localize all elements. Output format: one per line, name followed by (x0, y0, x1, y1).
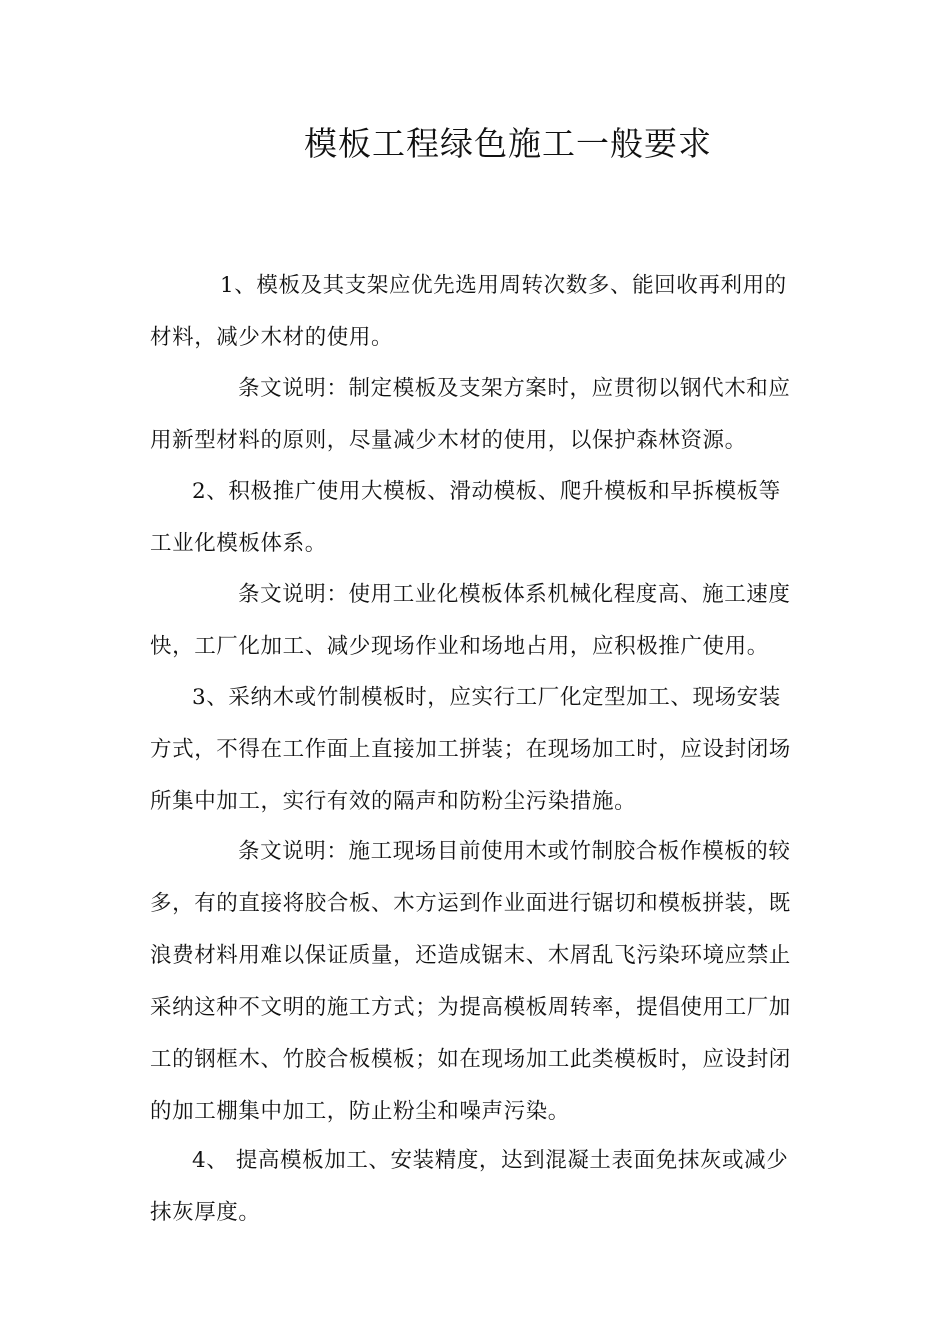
paragraph-item-3: 3、采纳木或竹制模板时，应实行工厂化定型加工、现场安装方式，不得在工作面上直接加工拼装；在现场加工时，应设封闭场所集中加工，实行有效的隔声和防粉尘污染措施。 (150, 684, 791, 814)
paragraph-item-4: 4、 提高模板加工、安装精度，达到混凝土表面免抹灰或减少抹灰厚度。 (150, 1147, 789, 1225)
document-title: 模板工程绿色施工一般要求 (304, 124, 712, 163)
paragraph-item-2: 2、积极推广使用大模板、滑动模板、爬升模板和早拆模板等工业化模板体系。 (150, 478, 781, 556)
paragraph-item-1: 1、模板及其支架应优先选用周转次数多、能回收再利用的材料，减少木材的使用。 (150, 272, 787, 350)
paragraph-note-2: 条文说明：使用工业化模板体系机械化程度高、施工速度快，工厂化加工、减少现场作业和场地占用，应积极推广使用。 (150, 581, 791, 659)
paragraph-note-3: 条文说明：施工现场目前使用木或竹制胶合板作模板的较多，有的直接将胶合板、木方运到作业面进行锯切和模板拼装，既浪费材料用难以保证质量，还造成锯末、木屑乱飞污染环境应禁止采纳这种不文明的施工方式；为提高模板周转率，提倡使用工厂加工的钢框木、竹胶合板模板；如在现场加工此类模板时，应设封闭的加工棚集中加工，防止粉尘和噪声污染。 (150, 838, 791, 1124)
paragraph-note-1: 条文说明：制定模板及支架方案时，应贯彻以钢代木和应用新型材料的原则，尽量减少木材的使用，以保护森林资源。 (150, 375, 791, 453)
